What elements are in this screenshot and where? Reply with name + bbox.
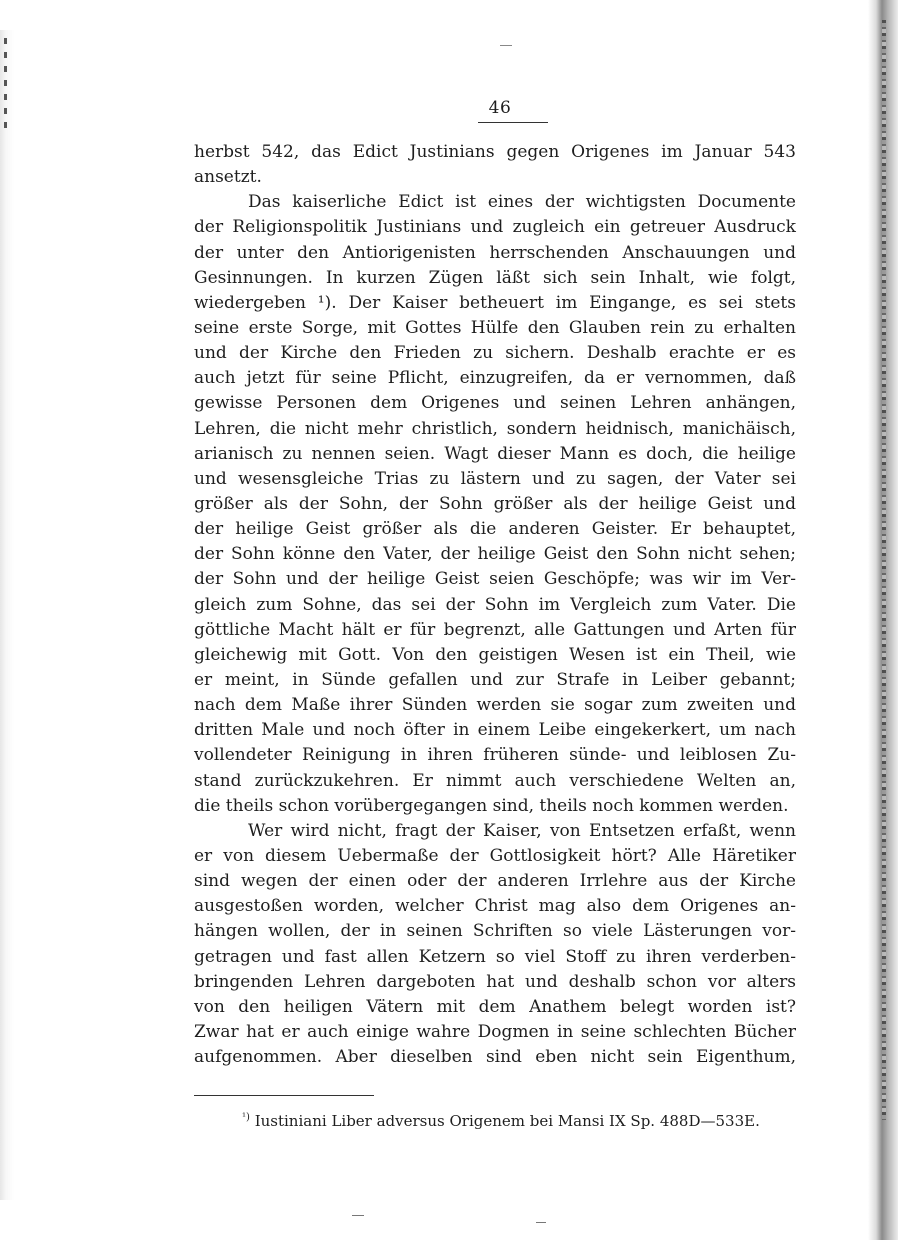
text-line: der Sohn könne den Vater, der heilige Geist den Sohn nicht sehen; xyxy=(194,544,796,565)
scan-mark-bottom xyxy=(352,1215,364,1216)
page-number: 46 xyxy=(488,98,512,118)
text-line: bringenden Lehren dargeboten hat und deshalb schon vor alters xyxy=(194,971,796,992)
body-text xyxy=(194,140,796,1070)
text-line: er meint, in Sünde gefallen und zur Strafe in Leiber gebannt; xyxy=(194,669,796,690)
text-line: vollendeter Reinigung in ihren früheren sünde- und leiblosen Zu- xyxy=(194,745,796,766)
text-line: göttliche Macht hält er für begrenzt, alle Gattungen und Arten für xyxy=(194,619,796,640)
footnote-mark: ¹) xyxy=(242,1112,250,1123)
footnote-text: Iustiniani Liber adversus Origenem bei Mansi IX Sp. 488D—533E. xyxy=(254,1112,760,1130)
text-line: die theils schon vorübergegangen sind, theils noch kommen werden. xyxy=(194,795,789,816)
scan-mark-bottom xyxy=(536,1222,546,1223)
text-line: dritten Male und noch öfter in einem Leibe eingekerkert, um nach xyxy=(194,720,796,741)
text-line: auch jetzt für seine Pflicht, einzugreifen, da er vernommen, daß xyxy=(194,368,796,389)
text-line: größer als der Sohn, der Sohn größer als der heilige Geist und xyxy=(194,493,796,514)
page-number-rule xyxy=(478,122,548,123)
text-line: seine erste Sorge, mit Gottes Hülfe den Glauben rein zu erhalten xyxy=(194,317,796,338)
text-line: hängen wollen, der in seinen Schriften so viele Lästerungen vor- xyxy=(194,921,796,942)
text-line: Wer wird nicht, fragt der Kaiser, von Entsetzen erfaßt, wenn xyxy=(248,820,796,841)
text-line: von den heiligen Vätern mit dem Anathem belegt worden ist? xyxy=(194,996,796,1017)
text-line: Zwar hat er auch einige wahre Dogmen in seine schlechten Bücher xyxy=(194,1021,796,1042)
text-line: Lehren, die nicht mehr christlich, sondern heidnisch, manichäisch, xyxy=(194,418,796,439)
scan-left-marks xyxy=(4,38,7,128)
scan-right-noise xyxy=(882,20,886,1120)
text-line: herbst 542, das Edict Justinians gegen Origenes im Januar 543 xyxy=(194,142,796,162)
text-line: aufgenommen. Aber dieselben sind eben nicht sein Eigenthum, xyxy=(194,1047,796,1068)
text-line: der unter den Antiorigenisten herrschenden Anschauungen und xyxy=(194,242,796,263)
scan-left-edge xyxy=(0,30,14,1200)
text-line: gewisse Personen dem Origenes und seinen Lehren anhängen, xyxy=(194,393,796,414)
text-line: er von diesem Uebermaße der Gottlosigkeit hört? Alle Häretiker xyxy=(194,845,796,866)
text-line: wiedergeben ¹). Der Kaiser betheuert im Eingange, es sei stets xyxy=(194,292,796,313)
footnote-rule xyxy=(194,1095,374,1096)
text-line: der Sohn und der heilige Geist seien Geschöpfe; was wir im Ver- xyxy=(194,569,796,590)
text-line: sind wegen der einen oder der anderen Irrlehre aus der Kirche xyxy=(194,871,796,892)
text-line: der Religionspolitik Justinians und zugleich ein getreuer Ausdruck xyxy=(194,217,796,238)
text-line: getragen und fast allen Ketzern so viel Stoff zu ihren verderben- xyxy=(194,946,796,967)
text-line: ansetzt. xyxy=(194,167,262,188)
text-line: Gesinnungen. In kurzen Zügen läßt sich sein Inhalt, wie folgt, xyxy=(194,267,796,288)
text-line: gleich zum Sohne, das sei der Sohn im Vergleich zum Vater. Die xyxy=(194,594,796,615)
text-line: und wesensgleiche Trias zu lästern und zu sagen, der Vater sei xyxy=(194,468,796,489)
text-line: Das kaiserliche Edict ist eines der wichtigsten Documente xyxy=(248,192,796,213)
text-line: gleichewig mit Gott. Von den geistigen Wesen ist ein Theil, wie xyxy=(194,644,796,665)
text-line: nach dem Maße ihrer Sünden werden sie sogar zum zweiten und xyxy=(194,695,796,716)
text-line: arianisch zu nennen seien. Wagt dieser Mann es doch, die heilige xyxy=(194,443,796,464)
text-line: der heilige Geist größer als die anderen Geister. Er behauptet, xyxy=(194,519,796,540)
text-line: und der Kirche den Frieden zu sichern. Deshalb erachte er es xyxy=(194,343,796,364)
footnote xyxy=(242,1108,802,1131)
scan-mark-top xyxy=(500,45,512,46)
text-line: ausgestoßen worden, welcher Christ mag also dem Origenes an- xyxy=(194,896,796,917)
text-line: stand zurückzukehren. Er nimmt auch verschiedene Welten an, xyxy=(194,770,796,791)
